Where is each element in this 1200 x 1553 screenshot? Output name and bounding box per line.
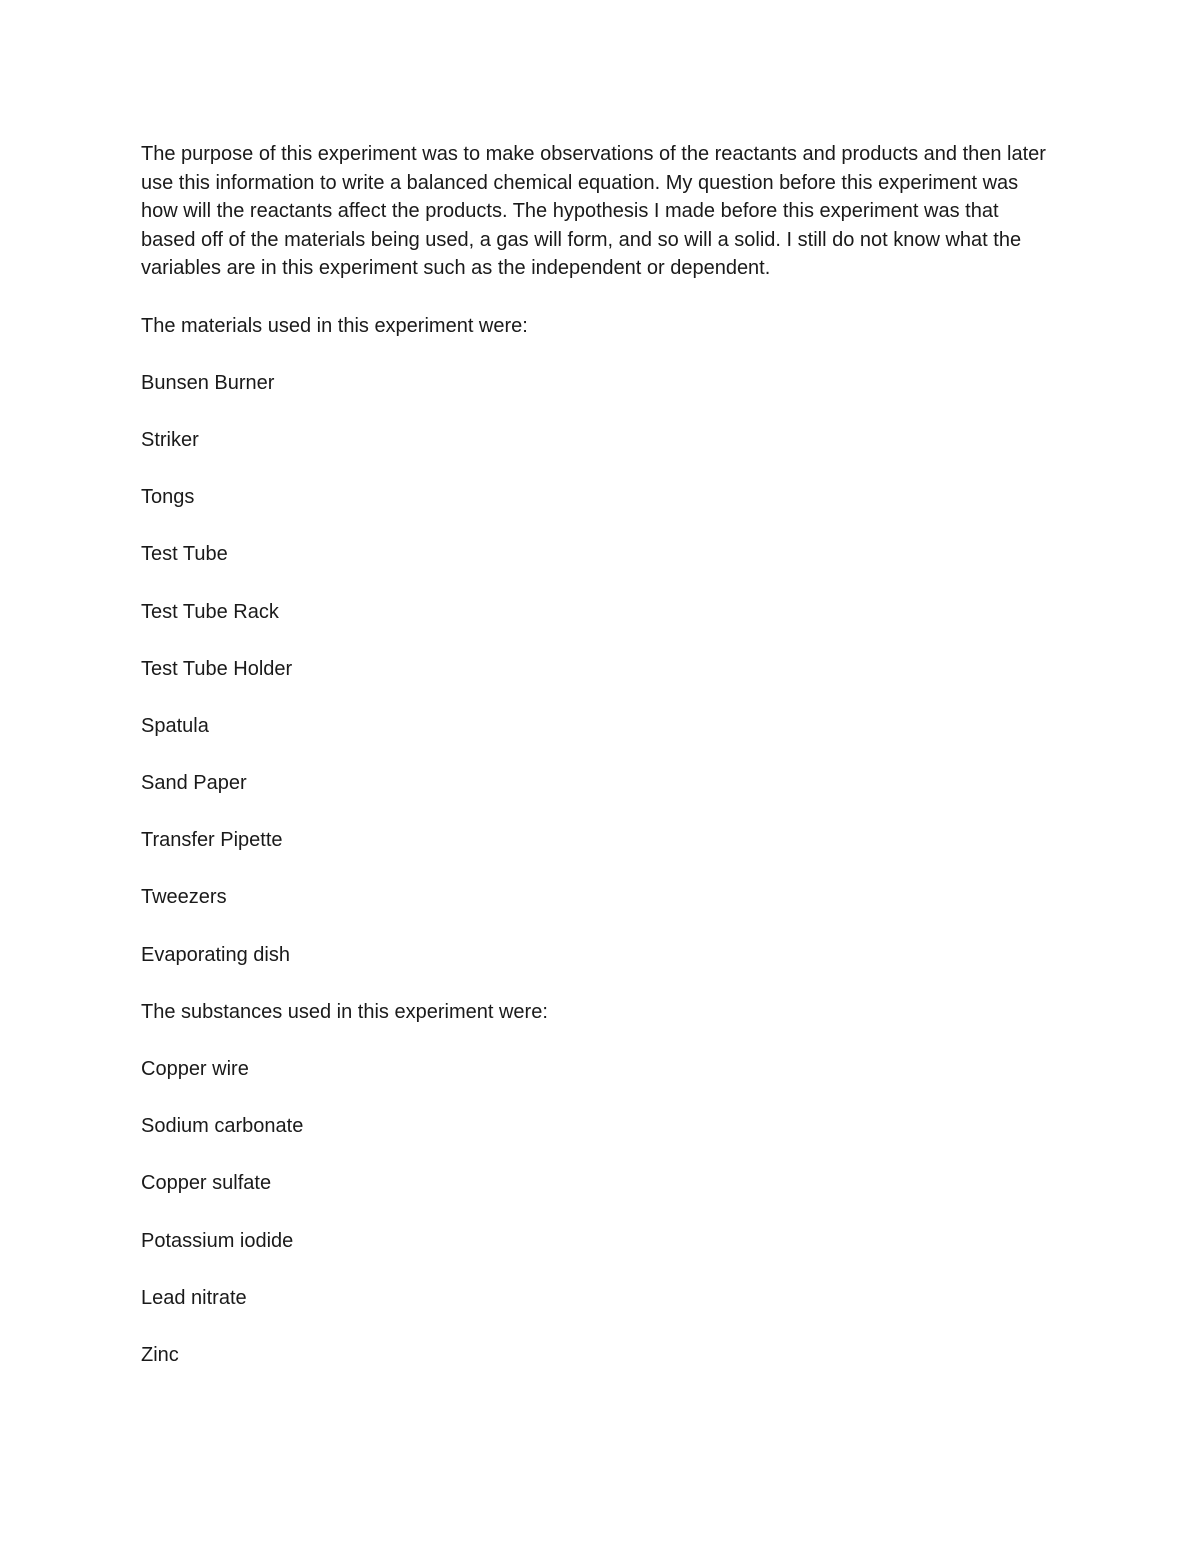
substance-item: Copper sulfate [141, 1172, 272, 1195]
substances-list [141, 1055, 1051, 1370]
material-item: Evaporating dish [141, 943, 290, 966]
substance-item: Sodium carbonate [141, 1115, 304, 1138]
material-item: Tongs [141, 486, 195, 509]
document-body [141, 140, 1051, 1398]
material-item: Tweezers [141, 886, 227, 909]
substance-item: Zinc [141, 1343, 179, 1366]
substance-item: Copper wire [141, 1058, 249, 1080]
material-item: Sand Paper [141, 772, 247, 795]
materials-heading: The materials used in this experiment were: [141, 314, 528, 337]
material-item: Bunsen Burner [141, 371, 275, 394]
material-item: Test Tube Holder [141, 657, 293, 680]
materials-list [141, 369, 1051, 969]
substance-item: Lead nitrate [141, 1286, 247, 1309]
material-item: Test Tube [141, 543, 228, 566]
substance-item: Potassium iodide [141, 1229, 294, 1252]
material-item: Spatula [141, 714, 209, 737]
intro-paragraph: The purpose of this experiment was to make observations of the reactants and products and then later use this information to write a balanced chemical equation. My question before this experiment was how will the reactants affect the products. The hypothesis I made before this experiment was that based off of the materials being used, a gas will form, and so will a solid. I still do not know what the variables are in this experiment such as the independent or dependent. [141, 143, 1046, 280]
material-item: Striker [141, 428, 199, 451]
material-item: Transfer Pipette [141, 829, 283, 852]
substances-heading: The substances used in this experiment were: [141, 1000, 548, 1023]
material-item: Test Tube Rack [141, 600, 279, 623]
